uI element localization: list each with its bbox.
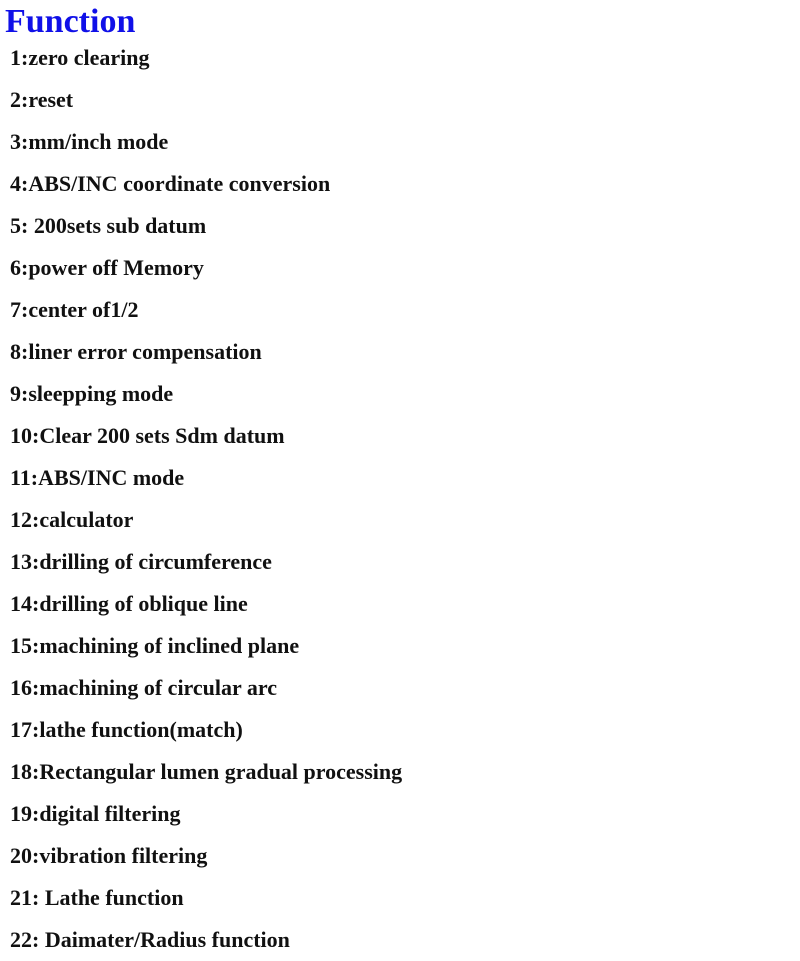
list-item: 9:sleepping mode — [10, 381, 174, 406]
list-item: 20:vibration filtering — [10, 843, 208, 868]
list-item: 6:power off Memory — [10, 255, 204, 280]
list-item: 4:ABS/INC coordinate conversion — [10, 171, 331, 196]
list-item: 17:lathe function(match) — [10, 717, 243, 742]
list-item: 5: 200sets sub datum — [10, 213, 207, 238]
list-item: 15:machining of inclined plane — [10, 633, 300, 658]
list-item: 14:drilling of oblique line — [10, 591, 248, 616]
list-item: 7:center of1/2 — [10, 297, 139, 322]
page-title: Function — [5, 3, 136, 40]
list-item: 21: Lathe function — [10, 885, 184, 910]
list-item: 19:digital filtering — [10, 801, 181, 826]
list-item: 12:calculator — [10, 507, 134, 532]
list-item: 1:zero clearing — [10, 45, 150, 70]
list-item: 18:Rectangular lumen gradual processing — [10, 759, 403, 784]
function-list — [10, 37, 402, 961]
list-item: 13:drilling of circumference — [10, 549, 272, 574]
list-item: 11:ABS/INC mode — [10, 465, 185, 490]
list-item: 8:liner error compensation — [10, 339, 262, 364]
list-item: 2:reset — [10, 87, 74, 112]
list-item: 10:Clear 200 sets Sdm datum — [10, 423, 285, 448]
list-item: 16:machining of circular arc — [10, 675, 278, 700]
list-item: 3:mm/inch mode — [10, 129, 169, 154]
list-item: 22: Daimater/Radius function — [10, 927, 290, 952]
